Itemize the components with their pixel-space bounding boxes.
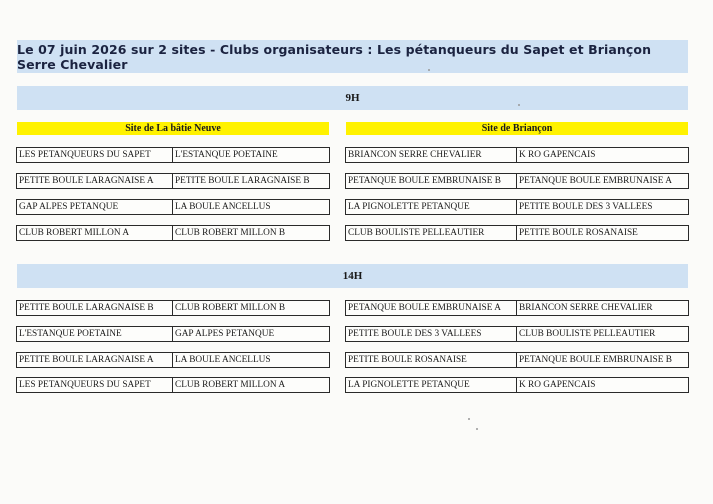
- match-row: [16, 199, 330, 215]
- team-home: LA PIGNOLETTE PETANQUE: [346, 378, 517, 392]
- session-header-9h: 9H: [17, 86, 688, 110]
- team-home: LES PETANQUEURS DU SAPET: [17, 378, 173, 392]
- match-row: [16, 300, 330, 316]
- match-row: [345, 173, 689, 189]
- team-away: LA BOULE ANCELLUS: [175, 355, 271, 365]
- team-home: PETITE BOULE LARAGNAISE B: [17, 301, 173, 315]
- site-header-la-batie-neuve: Site de La bâtie Neuve: [17, 122, 329, 135]
- team-home: PETITE BOULE LARAGNAISE A: [17, 174, 173, 188]
- team-home: PETITE BOULE ROSANAISE: [346, 353, 517, 367]
- team-away: L'ESTANQUE POETAINE: [175, 150, 278, 160]
- team-home: LA PIGNOLETTE PETANQUE: [346, 200, 517, 214]
- team-away: BRIANCON SERRE CHEVALIER: [519, 303, 653, 313]
- team-home: PETANQUE BOULE EMBRUNAISE A: [346, 301, 517, 315]
- match-row: [16, 377, 330, 393]
- site-header-briancon: Site de Briançon: [346, 122, 688, 135]
- team-home: PETANQUE BOULE EMBRUNAISE B: [346, 174, 517, 188]
- team-home: LES PETANQUEURS DU SAPET: [17, 148, 173, 162]
- match-row: [16, 147, 330, 163]
- match-row: [345, 300, 689, 316]
- team-away: CLUB ROBERT MILLON B: [175, 228, 286, 238]
- match-row: [16, 173, 330, 189]
- scan-speck: [468, 418, 470, 420]
- session-header-14h: 14H: [17, 264, 688, 288]
- match-row: [345, 225, 689, 241]
- scan-speck: [428, 69, 430, 71]
- team-home: PETITE BOULE LARAGNAISE A: [17, 353, 173, 367]
- team-away: PETITE BOULE LARAGNAISE B: [175, 176, 310, 186]
- match-row: [345, 147, 689, 163]
- team-home: PETITE BOULE DES 3 VALLEES: [346, 327, 517, 341]
- team-away: PETITE BOULE ROSANAISE: [519, 228, 638, 238]
- team-away: GAP ALPES PETANQUE: [175, 329, 275, 339]
- match-row: [16, 326, 330, 342]
- scan-speck: [476, 428, 478, 430]
- team-away: LA BOULE ANCELLUS: [175, 202, 271, 212]
- team-away: CLUB ROBERT MILLON A: [175, 380, 286, 390]
- scan-speck: [518, 104, 520, 106]
- team-away: K RO GAPENCAIS: [519, 150, 596, 160]
- team-home: CLUB ROBERT MILLON A: [17, 226, 173, 240]
- team-away: CLUB ROBERT MILLON B: [175, 303, 286, 313]
- match-row: [345, 352, 689, 368]
- match-row: [345, 377, 689, 393]
- match-row: [16, 352, 330, 368]
- team-away: PETITE BOULE DES 3 VALLEES: [519, 202, 653, 212]
- team-home: L'ESTANQUE POETAINE: [17, 327, 173, 341]
- team-away: PETANQUE BOULE EMBRUNAISE B: [519, 355, 672, 365]
- match-row: [16, 225, 330, 241]
- team-away: K RO GAPENCAIS: [519, 380, 596, 390]
- page-title: Le 07 juin 2026 sur 2 sites - Clubs organisateurs : Les pétanqueurs du Sapet et Briançon Serre Chevalier: [17, 40, 688, 73]
- match-row: [345, 199, 689, 215]
- match-row: [345, 326, 689, 342]
- team-home: BRIANCON SERRE CHEVALIER: [346, 148, 517, 162]
- team-home: GAP ALPES PETANQUE: [17, 200, 173, 214]
- team-away: CLUB BOULISTE PELLEAUTIER: [519, 329, 656, 339]
- team-home: CLUB BOULISTE PELLEAUTIER: [346, 226, 517, 240]
- team-away: PETANQUE BOULE EMBRUNAISE A: [519, 176, 672, 186]
